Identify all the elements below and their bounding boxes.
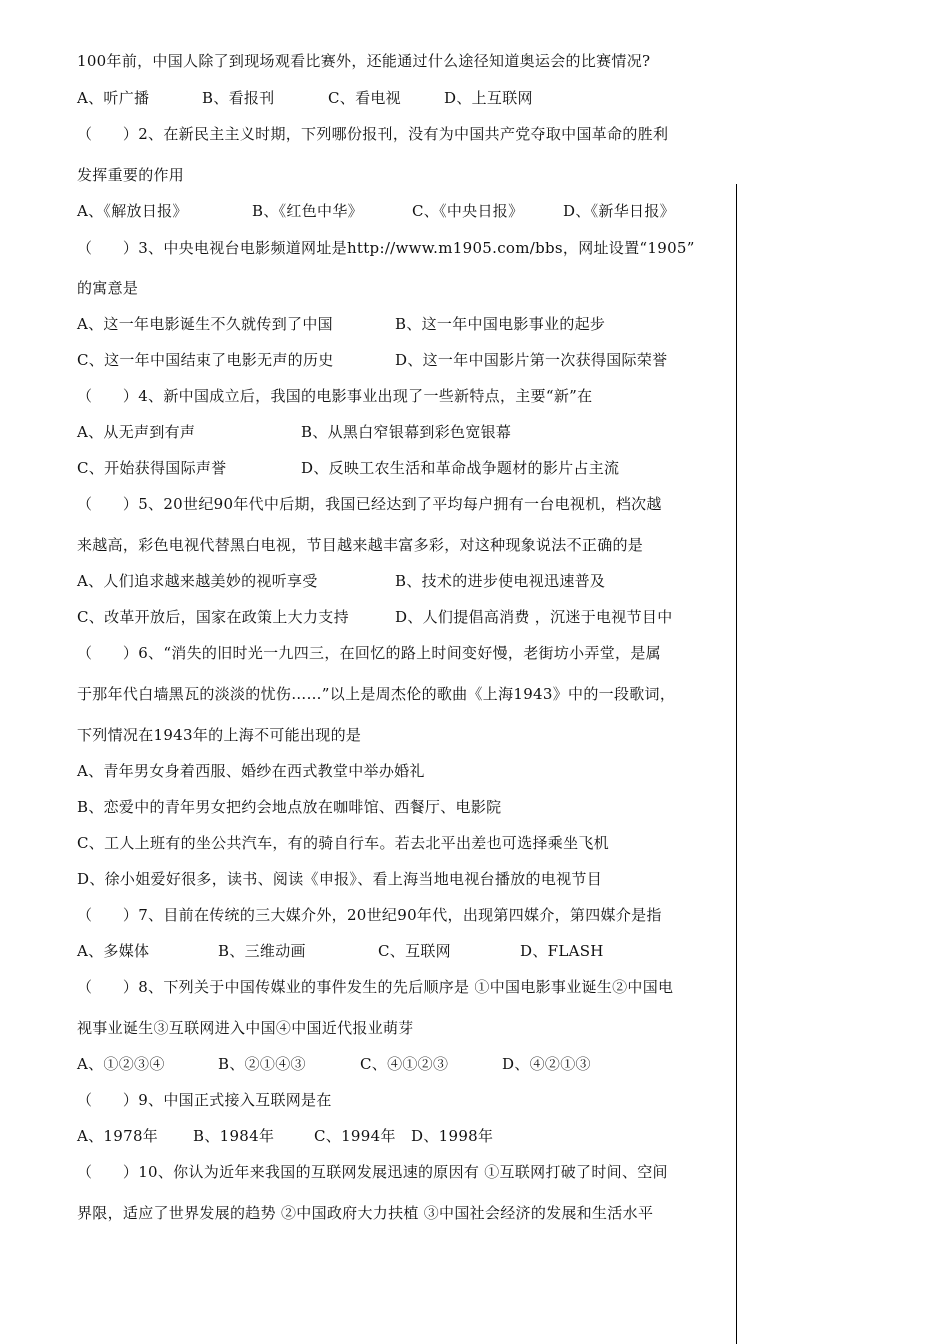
q4-option-c: C、开始获得国际声誉 xyxy=(77,459,227,477)
q8-option-b: B、②①④③ xyxy=(218,1055,306,1073)
q4-option-b: B、从黑白窄银幕到彩色宽银幕 xyxy=(301,423,512,441)
q5-stem-line1: （ ）5、20世纪90年代中后期，我国已经达到了平均每户拥有一台电视机，档次越 xyxy=(77,495,662,513)
q7-option-d: D、FLASH xyxy=(520,942,604,960)
q5-stem-line2: 来越高，彩色电视代替黑白电视，节目越来越丰富多彩，对这种现象说法不正确的是 xyxy=(77,536,644,554)
margin-rule xyxy=(736,184,737,1344)
q8-stem-line1: （ ）8、下列关于中国传媒业的事件发生的先后顺序是 ①中国电影事业诞生②中国电 xyxy=(77,978,674,996)
q8-option-d: D、④②①③ xyxy=(502,1055,591,1073)
q2-stem-line2: 发挥重要的作用 xyxy=(77,166,185,184)
q4-option-a: A、从无声到有声 xyxy=(77,423,196,441)
q4-stem: （ ）4、新中国成立后，我国的电影事业出现了一些新特点，主要“新”在 xyxy=(77,387,593,405)
q9-option-b: B、1984年 xyxy=(193,1127,275,1145)
q6-stem-line1: （ ）6、“消失的旧时光一九四三，在回忆的路上时间变好慢，老街坊小弄堂，是属 xyxy=(77,644,661,662)
q3-option-b: B、这一年中国电影事业的起步 xyxy=(395,315,606,333)
q2-option-d: D、《新华日报》 xyxy=(563,202,675,220)
q9-stem: （ ）9、中国正式接入互联网是在 xyxy=(77,1091,332,1109)
q4-option-d: D、反映工农生活和革命战争题材的影片占主流 xyxy=(301,459,620,477)
q10-stem-line1: （ ）10、你认为近年来我国的互联网发展迅速的原因有 ①互联网打破了时间、空间 xyxy=(77,1163,668,1181)
q1-option-d: D、上互联网 xyxy=(444,89,533,107)
q6-option-b: B、恋爱中的青年男女把约会地点放在咖啡馆、西餐厅、电影院 xyxy=(77,798,502,816)
q9-option-c: C、1994年 xyxy=(314,1127,396,1145)
q7-option-a: A、多媒体 xyxy=(77,942,150,960)
q3-option-c: C、这一年中国结束了电影无声的历史 xyxy=(77,351,334,369)
q5-option-d: D、人们提倡高消费 ，沉迷于电视节目中 xyxy=(395,608,673,626)
q7-stem: （ ）7、目前在传统的三大媒介外，20世纪90年代，出现第四媒介，第四媒介是指 xyxy=(77,906,662,924)
q1-option-c: C、看电视 xyxy=(328,89,401,107)
q1-option-b: B、看报刊 xyxy=(202,89,275,107)
q6-stem-line2: 于那年代白墙黑瓦的淡淡的忧伤……”以上是周杰伦的歌曲《上海1943》中的一段歌词， xyxy=(77,685,676,703)
q6-option-d: D、徐小姐爱好很多，读书、阅读《申报》、看上海当地电视台播放的电视节目 xyxy=(77,870,603,888)
q3-option-d: D、这一年中国影片第一次获得国际荣誉 xyxy=(395,351,668,369)
q7-option-c: C、互联网 xyxy=(378,942,451,960)
q5-option-b: B、技术的进步使电视迅速普及 xyxy=(395,572,606,590)
q6-option-c: C、工人上班有的坐公共汽车，有的骑自行车。若去北平出差也可选择乘坐飞机 xyxy=(77,834,609,852)
q2-option-a: A、《解放日报》 xyxy=(77,202,188,220)
q7-option-b: B、三维动画 xyxy=(218,942,306,960)
q2-stem-line1: （ ）2、在新民主主义时期，下列哪份报刊，没有为中国共产党夺取中国革命的胜利 xyxy=(77,125,669,143)
q9-option-d: D、1998年 xyxy=(411,1127,494,1145)
q8-option-a: A、①②③④ xyxy=(77,1055,165,1073)
q8-stem-line2: 视事业诞生③互联网进入中国④中国近代报业萌芽 xyxy=(77,1019,414,1037)
q2-option-c: C、《中央日报》 xyxy=(412,202,524,220)
q9-option-a: A、1978年 xyxy=(77,1127,159,1145)
q3-stem-line2: 的寓意是 xyxy=(77,279,139,297)
q1-stem: 100年前，中国人除了到现场观看比赛外，还能通过什么途径知道奥运会的比赛情况? xyxy=(77,52,651,70)
q5-option-a: A、人们追求越来越美妙的视听享受 xyxy=(77,572,318,590)
q6-stem-line3: 下列情况在1943年的上海不可能出现的是 xyxy=(77,726,362,744)
q1-option-a: A、听广播 xyxy=(77,89,150,107)
q6-option-a: A、青年男女身着西服、婚纱在西式教堂中举办婚礼 xyxy=(77,762,425,780)
q8-option-c: C、④①②③ xyxy=(360,1055,449,1073)
q10-stem-line2: 界限，适应了世界发展的趋势 ②中国政府大力扶植 ③中国社会经济的发展和生活水平 xyxy=(77,1204,654,1222)
q5-option-c: C、改革开放后，国家在政策上大力支持 xyxy=(77,608,349,626)
q2-option-b: B、《红色中华》 xyxy=(252,202,363,220)
q3-stem-line1: （ ）3、中央电视台电影频道网址是http://www.m1905.com/bbs，网址设置“1905” xyxy=(77,239,695,257)
q3-option-a: A、这一年电影诞生不久就传到了中国 xyxy=(77,315,333,333)
